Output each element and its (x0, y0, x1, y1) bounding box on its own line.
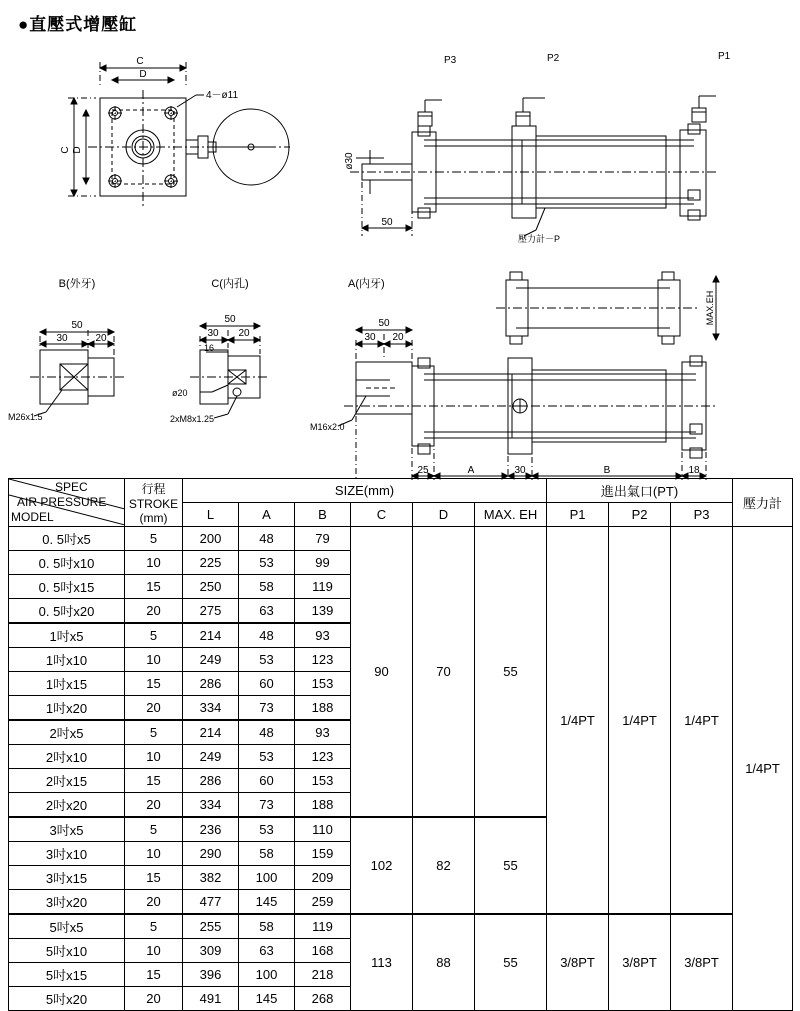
cell-a: 63 (239, 599, 295, 624)
cell-p-group: 1/4PT (733, 527, 793, 1011)
cell-l: 396 (183, 963, 239, 987)
header-col-a: A (239, 503, 295, 527)
header-col-l: L (183, 503, 239, 527)
header-col-b: B (295, 503, 351, 527)
cell-l: 200 (183, 527, 239, 551)
cell-b: 159 (295, 842, 351, 866)
header-stroke-cell (125, 479, 183, 527)
cell-l: 214 (183, 720, 239, 745)
cell-model: 1吋x20 (9, 696, 125, 721)
header-col-p2: P2 (609, 503, 671, 527)
cell-model: 2吋x20 (9, 793, 125, 818)
side-dim-50-label: 50 (381, 217, 393, 228)
table-row (9, 914, 793, 939)
b-dim-30-label: 30 (56, 333, 68, 344)
cell-l: 236 (183, 817, 239, 842)
cell-l: 275 (183, 599, 239, 624)
cell-l: 225 (183, 551, 239, 575)
table-row (9, 527, 793, 551)
c-dim-16-label: 16 (204, 343, 215, 353)
cell-l: 249 (183, 745, 239, 769)
view-b-label: B(外牙) (58, 278, 96, 290)
cell-b: 268 (295, 987, 351, 1011)
cell-stroke: 15 (125, 575, 183, 599)
cell-a: 53 (239, 817, 295, 842)
spec-table-wrapper (8, 478, 792, 1011)
cell-stroke: 10 (125, 939, 183, 963)
cell-l: 286 (183, 672, 239, 696)
cell-model: 0. 5吋x5 (9, 527, 125, 551)
b-dim-20-label: 20 (95, 333, 107, 344)
a-thread-label: M16x2.0 (310, 422, 345, 432)
dim-30-label: 30 (514, 465, 526, 476)
cell-a: 48 (239, 527, 295, 551)
cell-b: 153 (295, 672, 351, 696)
cell-stroke: 5 (125, 527, 183, 551)
header-stroke-unit: (mm) (139, 511, 168, 525)
cell-model: 1吋x5 (9, 623, 125, 648)
b-thread-label: M26x1.5 (8, 412, 43, 422)
page-title (18, 10, 137, 35)
c-bore-label: ø20 (172, 388, 188, 398)
header-stroke-cn: 行程 (141, 482, 166, 496)
cell-model: 0. 5吋x15 (9, 575, 125, 599)
cell-eh-group-1: 55 (475, 527, 547, 818)
header-spec-cell (9, 479, 125, 527)
cell-a: 60 (239, 769, 295, 793)
cell-model: 2吋x5 (9, 720, 125, 745)
cell-c-group-1: 90 (351, 527, 413, 818)
cell-b: 259 (295, 890, 351, 915)
cell-p1-group-1: 1/4PT (547, 527, 609, 915)
cell-model: 5吋x15 (9, 963, 125, 987)
cell-d-group-2: 82 (413, 817, 475, 914)
c-dim-30-label: 30 (207, 328, 219, 339)
view-a-label: A(内牙) (348, 278, 385, 290)
cell-a: 100 (239, 866, 295, 890)
cell-b: 123 (295, 745, 351, 769)
dim-d-left-label: D (72, 146, 83, 154)
header-size-group: SIZE(mm) (183, 479, 547, 503)
dim-d-top-label: D (139, 69, 147, 80)
cell-l: 214 (183, 623, 239, 648)
cell-b: 123 (295, 648, 351, 672)
dim-b-label: B (603, 465, 611, 476)
cell-stroke: 5 (125, 817, 183, 842)
cell-a: 58 (239, 914, 295, 939)
cell-a: 60 (239, 672, 295, 696)
cell-model: 3吋x10 (9, 842, 125, 866)
c-dim-20-label: 20 (238, 328, 250, 339)
cell-stroke: 15 (125, 672, 183, 696)
cell-stroke: 10 (125, 745, 183, 769)
cell-d-group-1: 70 (413, 527, 475, 818)
cell-l: 382 (183, 866, 239, 890)
cell-a: 53 (239, 745, 295, 769)
cell-p2-group-2: 3/8PT (609, 914, 671, 1011)
page-title-text: ●直壓式增壓缸 (18, 15, 138, 34)
cell-model: 2吋x10 (9, 745, 125, 769)
cell-a: 73 (239, 696, 295, 721)
cell-a: 58 (239, 842, 295, 866)
port-p2-label: P2 (547, 53, 560, 64)
cell-b: 209 (295, 866, 351, 890)
technical-drawings (0, 40, 800, 480)
port-p3-label: P3 (444, 55, 457, 66)
cell-eh-group-3: 55 (475, 914, 547, 1011)
cell-l: 286 (183, 769, 239, 793)
header-col-d: D (413, 503, 475, 527)
a-dim-30-label: 30 (364, 332, 376, 343)
cell-c-group-3: 113 (351, 914, 413, 1011)
cell-l: 250 (183, 575, 239, 599)
cell-a: 58 (239, 575, 295, 599)
cell-model: 2吋x15 (9, 769, 125, 793)
cell-model: 3吋x20 (9, 890, 125, 915)
holes-note-label: 4－ø11 (206, 90, 239, 101)
dim-a-label: A (467, 465, 475, 476)
cell-stroke: 20 (125, 793, 183, 818)
cell-b: 79 (295, 527, 351, 551)
cell-l: 255 (183, 914, 239, 939)
a-dim-50-label: 50 (378, 318, 390, 329)
header-stroke-en: STROKE (128, 497, 179, 511)
cell-model: 0. 5吋x10 (9, 551, 125, 575)
cell-stroke: 20 (125, 890, 183, 915)
cell-model: 5吋x20 (9, 987, 125, 1011)
cell-model: 3吋x5 (9, 817, 125, 842)
header-col-max-eh: MAX. EH (475, 503, 547, 527)
cell-p2-group-1: 1/4PT (609, 527, 671, 915)
cell-stroke: 5 (125, 720, 183, 745)
cell-b: 139 (295, 599, 351, 624)
cell-b: 218 (295, 963, 351, 987)
cell-a: 145 (239, 890, 295, 915)
cell-eh-group-2: 55 (475, 817, 547, 914)
b-dim-50-label: 50 (71, 320, 83, 331)
table-header-row-1 (9, 479, 793, 503)
dim-18-label: 18 (688, 465, 700, 476)
cell-l: 477 (183, 890, 239, 915)
cell-model: 1吋x10 (9, 648, 125, 672)
cell-stroke: 10 (125, 648, 183, 672)
cell-a: 63 (239, 939, 295, 963)
gauge-note-label: 壓力計－P (518, 234, 561, 244)
cell-l: 334 (183, 793, 239, 818)
cell-stroke: 15 (125, 963, 183, 987)
cell-b: 188 (295, 793, 351, 818)
cell-stroke: 20 (125, 599, 183, 624)
cell-b: 153 (295, 769, 351, 793)
cell-a: 53 (239, 648, 295, 672)
c-dim-50-label: 50 (224, 314, 236, 325)
cell-b: 168 (295, 939, 351, 963)
rod-diameter-label: ø30 (344, 152, 355, 170)
cell-stroke: 15 (125, 769, 183, 793)
cell-stroke: 15 (125, 866, 183, 890)
cell-a: 53 (239, 551, 295, 575)
c-thread-label: 2xM8x1.25 (170, 414, 215, 424)
cell-a: 100 (239, 963, 295, 987)
cell-c-group-2: 102 (351, 817, 413, 914)
cell-model: 0. 5吋x20 (9, 599, 125, 624)
a-dim-20-label: 20 (392, 332, 404, 343)
cell-l: 290 (183, 842, 239, 866)
cell-l: 309 (183, 939, 239, 963)
cell-b: 93 (295, 720, 351, 745)
dim-c-left-label: C (60, 146, 71, 154)
cell-stroke: 10 (125, 842, 183, 866)
cell-model: 1吋x15 (9, 672, 125, 696)
cell-model: 5吋x10 (9, 939, 125, 963)
cell-a: 48 (239, 623, 295, 648)
header-col-p1: P1 (547, 503, 609, 527)
cell-b: 110 (295, 817, 351, 842)
cell-b: 93 (295, 623, 351, 648)
header-col-c: C (351, 503, 413, 527)
header-col-p3: P3 (671, 503, 733, 527)
cell-stroke: 5 (125, 914, 183, 939)
header-model-label: MODEL (11, 510, 54, 524)
dim-c-top-label: C (136, 56, 144, 67)
cell-model: 3吋x15 (9, 866, 125, 890)
max-eh-label: MAX.EH (705, 290, 715, 326)
cell-b: 119 (295, 914, 351, 939)
cell-d-group-3: 88 (413, 914, 475, 1011)
drawing-svg (0, 40, 800, 480)
header-spec-label: SPEC (55, 480, 88, 494)
header-gauge-group: 壓力計 (733, 479, 793, 527)
header-ports-group: 進出氣口(PT) (547, 479, 733, 503)
port-p1-label: P1 (718, 51, 731, 62)
cell-a: 48 (239, 720, 295, 745)
cell-a: 145 (239, 987, 295, 1011)
cell-l: 249 (183, 648, 239, 672)
cell-p3-group-2: 3/8PT (671, 914, 733, 1011)
cell-stroke: 20 (125, 696, 183, 721)
cell-stroke: 10 (125, 551, 183, 575)
cell-stroke: 5 (125, 623, 183, 648)
cell-l: 491 (183, 987, 239, 1011)
cell-b: 188 (295, 696, 351, 721)
cell-p1-group-2: 3/8PT (547, 914, 609, 1011)
cell-b: 99 (295, 551, 351, 575)
header-air-pressure-label: AIR PRESSURE (17, 495, 107, 509)
cell-stroke: 20 (125, 987, 183, 1011)
cell-model: 5吋x5 (9, 914, 125, 939)
view-c-label: C(内孔) (211, 278, 249, 290)
spec-table (8, 478, 793, 1011)
cell-l: 334 (183, 696, 239, 721)
dim-25-label: 25 (417, 465, 429, 476)
cell-p3-group-1: 1/4PT (671, 527, 733, 915)
cell-b: 119 (295, 575, 351, 599)
cell-a: 73 (239, 793, 295, 818)
